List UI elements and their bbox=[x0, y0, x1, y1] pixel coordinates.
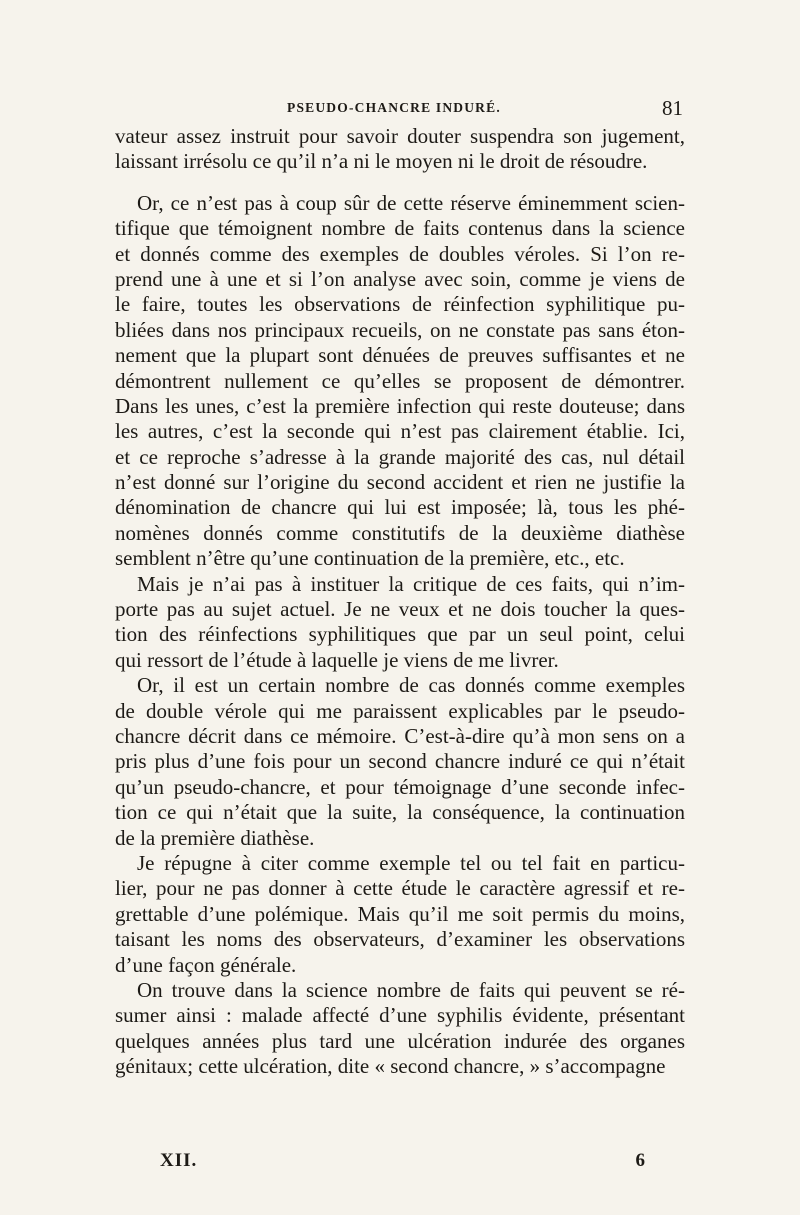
text-line: taisant les noms des observateurs, d’examiner les observations bbox=[115, 927, 685, 952]
text-line: les autres, c’est la seconde qui n’est pas clairement établie. Ici, bbox=[115, 419, 685, 444]
text-line: d’une façon générale. bbox=[115, 952, 297, 977]
text-line: prend une à une et si l’on analyse avec soin, comme je viens de bbox=[115, 266, 685, 291]
text-line: On trouve dans la science nombre de faits qui peuvent se ré- bbox=[137, 977, 685, 1002]
text-line: tion ce qui n’était que la suite, la conséquence, la continuation bbox=[115, 800, 685, 825]
text-line: génitaux; cette ulcération, dite « second chancre, » s’accompagne bbox=[115, 1054, 666, 1079]
signature-mark: XII. bbox=[160, 1150, 198, 1171]
page-footer bbox=[160, 1150, 645, 1180]
text-line: Or, ce n’est pas à coup sûr de cette réserve éminemment scien- bbox=[137, 190, 685, 215]
paragraph bbox=[115, 851, 685, 978]
text-line: nomènes donnés comme constitutifs de la deuxième diathèse bbox=[115, 520, 685, 545]
text-line: tion des réinfections syphilitiques que par un seul point, celui bbox=[115, 622, 685, 647]
text-line: de double vérole qui me paraissent explicables par le pseudo- bbox=[115, 698, 685, 723]
text-line: et ce reproche s’adresse à la grande majorité des cas, nul détail bbox=[115, 444, 685, 469]
text-line: qui ressort de l’étude à laquelle je viens de me livrer. bbox=[115, 647, 559, 672]
paragraph-gap bbox=[115, 175, 685, 191]
text-line: bliées dans nos principaux recueils, on ne constate pas sans éton- bbox=[115, 317, 685, 342]
paragraph bbox=[115, 191, 685, 572]
text-line: nement que la plupart sont dénuées de preuves suffisantes et ne bbox=[115, 343, 685, 368]
text-line: porte pas au sujet actuel. Je ne veux et ne dois toucher la ques- bbox=[115, 597, 685, 622]
text-line: Or, il est un certain nombre de cas donnés comme exemples bbox=[137, 673, 685, 698]
text-line: dénomination de chancre qui lui est imposée; là, tous les phé- bbox=[115, 495, 685, 520]
text-line: démontrent nullement ce qu’elles se proposent de démontrer. bbox=[115, 368, 685, 393]
text-line: sumer ainsi : malade affecté d’une syphilis évidente, présentant bbox=[115, 1003, 685, 1028]
page-number: 81 bbox=[662, 96, 683, 120]
text-line: grettable d’une polémique. Mais qu’il me soit permis du moins, bbox=[115, 901, 685, 926]
paragraph bbox=[115, 572, 685, 674]
text-line: pris plus d’une fois pour un second chancre induré ce qui n’était bbox=[115, 749, 685, 774]
text-line: n’est donné sur l’origine du second accident et rien ne justifie la bbox=[115, 470, 685, 495]
paragraph bbox=[115, 978, 685, 1080]
running-title: PSEUDO-CHANCRE INDURÉ. bbox=[287, 100, 501, 115]
text-line: le faire, toutes les observations de réinfection syphilitique pu- bbox=[115, 292, 685, 317]
text-line: vateur assez instruit pour savoir douter suspendra son jugement, bbox=[115, 124, 685, 148]
body-text bbox=[115, 124, 685, 1079]
text-line: chancre décrit dans ce mémoire. C’est-à-dire qu’à mon sens on a bbox=[115, 723, 685, 748]
text-line: de la première diathèse. bbox=[115, 825, 315, 850]
text-line: lier, pour ne pas donner à cette étude le caractère agressif et re- bbox=[115, 876, 685, 901]
signature-number: 6 bbox=[635, 1150, 645, 1171]
text-line: tifique que témoignent nombre de faits contenus dans la science bbox=[115, 216, 685, 241]
text-line: et donnés comme des exemples de doubles véroles. Si l’on re- bbox=[115, 241, 685, 266]
text-line: quelques années plus tard une ulcération indurée des organes bbox=[115, 1028, 685, 1053]
text-line: semblent n’être qu’une continuation de la première, etc., etc. bbox=[115, 546, 625, 571]
text-line: laissant irrésolu ce qu’il n’a ni le moyen ni le droit de résoudre. bbox=[115, 149, 648, 174]
text-line: Je répugne à citer comme exemple tel ou tel fait en particu- bbox=[137, 850, 685, 875]
paragraph bbox=[115, 673, 685, 851]
text-line: qu’un pseudo-chancre, et pour témoignage d’une seconde infec- bbox=[115, 774, 685, 799]
text-line: Mais je n’ai pas à instituer la critique de ces faits, qui n’im- bbox=[137, 571, 685, 596]
paragraph bbox=[115, 124, 685, 175]
page-header bbox=[115, 96, 685, 126]
text-line: Dans les unes, c’est la première infection qui reste douteuse; dans bbox=[115, 393, 685, 418]
